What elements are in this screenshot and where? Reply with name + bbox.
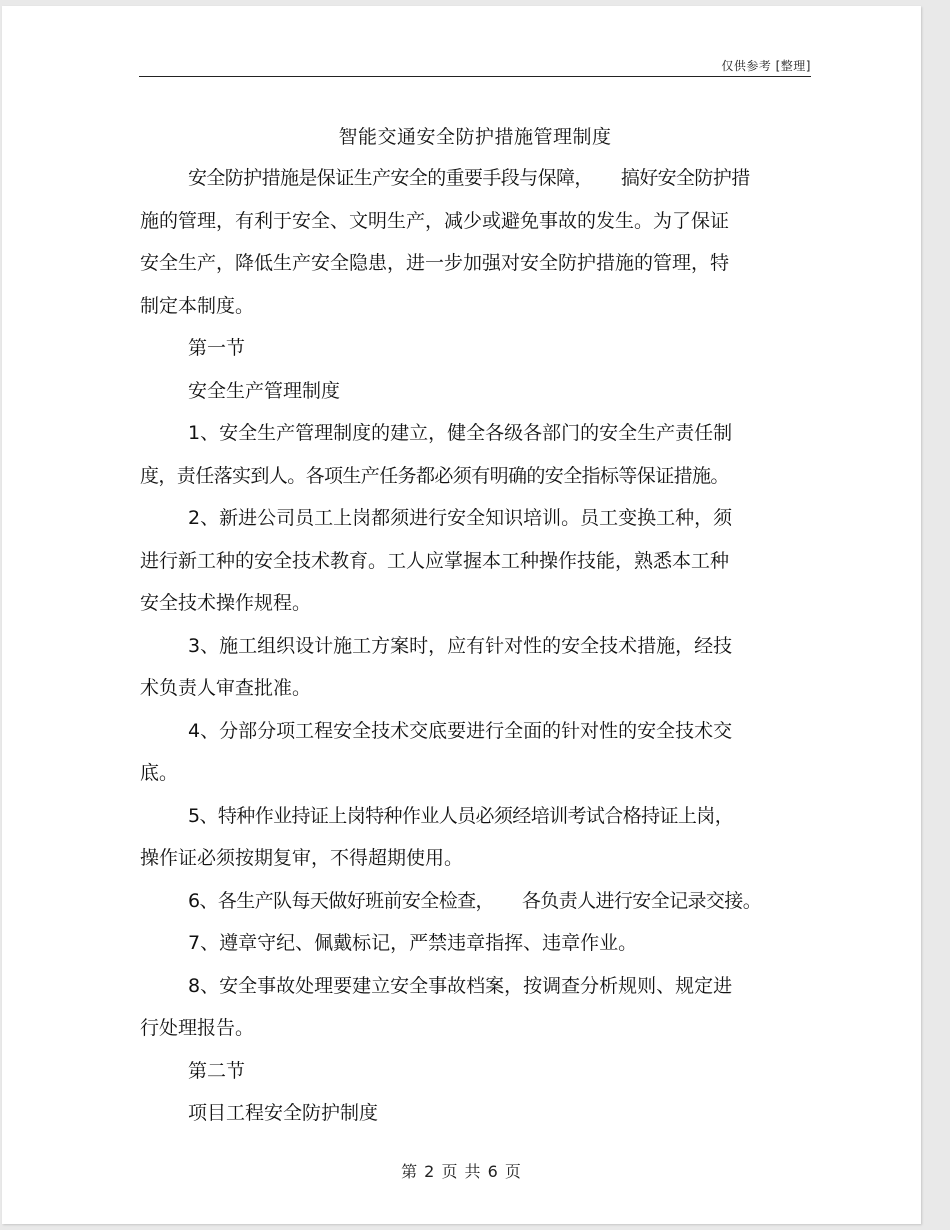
list-item-line (140, 880, 812, 923)
section-heading: 第二节 (188, 1059, 246, 1082)
list-item-line: 3、施工组织设计施工方案时，应有针对性的安全技术措施，经技 (188, 634, 733, 657)
section-title: 安全生产管理制度 (188, 379, 341, 402)
section-heading: 第一节 (188, 337, 246, 359)
list-item-line: 进行新工种的安全技术教育。工人应掌握本工种操作技能，熟悉本工种 (140, 549, 730, 572)
intro-paragraph-line (140, 157, 812, 200)
list-item-line: 4、分部分项工程安全技术交底要进行全面的针对性的安全技术交 (188, 719, 733, 742)
header-note: 仅供参考 [整理] (721, 59, 811, 73)
document-body (140, 157, 812, 1135)
list-item-line: 8、安全事故处理要建立安全事故档案，按调查分析规则、规定进 (188, 974, 733, 997)
section-title: 项目工程安全防护制度 (188, 1102, 379, 1124)
list-item-line: 度，责任落实到人。各项生产任务都必须有明确的安全指标等保证措施。 (140, 464, 729, 487)
intro-paragraph-line: 安全生产，降低生产安全隐患，进一步加强对安全防护措施的管理，特 (140, 252, 730, 274)
list-item-line: 行处理报告。 (140, 1017, 255, 1039)
list-item-line: 7、遵章守纪、佩戴标记，严禁违章指挥、违章作业。 (188, 932, 638, 954)
document-page (2, 6, 921, 1224)
intro-text: 搞好安全防护措 (620, 167, 750, 189)
list-item-line: 5、特种作业持证上岗特种作业人员必须经培训考试合格持证上岗， (188, 804, 734, 827)
intro-paragraph-line: 制定本制度。 (140, 294, 255, 317)
list-item-line: 安全技术操作规程。 (140, 592, 312, 614)
document-title: 智能交通安全防护措施管理制度 (338, 126, 612, 148)
header-divider (139, 76, 811, 77)
list-item-line: 2、新进公司员工上岗都须进行安全知识培训。员工变换工种，须 (188, 507, 733, 529)
list-item-line: 1、安全生产管理制度的建立，健全各级各部门的安全生产责任制 (188, 422, 733, 444)
page-number: 第 2 页 共 6 页 (401, 1162, 522, 1181)
list-item-line: 术负责人审查批准。 (140, 677, 312, 699)
list-item-line: 底。 (140, 762, 179, 784)
list-item-text: 各负责人进行安全记录交接。 (521, 889, 762, 912)
list-item-text: 6、各生产队每天做好班前安全检查， (188, 889, 494, 912)
intro-paragraph-line: 施的管理，有利于安全、文明生产，减少或避免事故的发生。为了保证 (140, 209, 730, 232)
list-item-line: 操作证必须按期复审，不得超期使用。 (140, 847, 464, 869)
intro-text: 安全防护措施是保证生产安全的重要手段与保障， (188, 167, 593, 189)
